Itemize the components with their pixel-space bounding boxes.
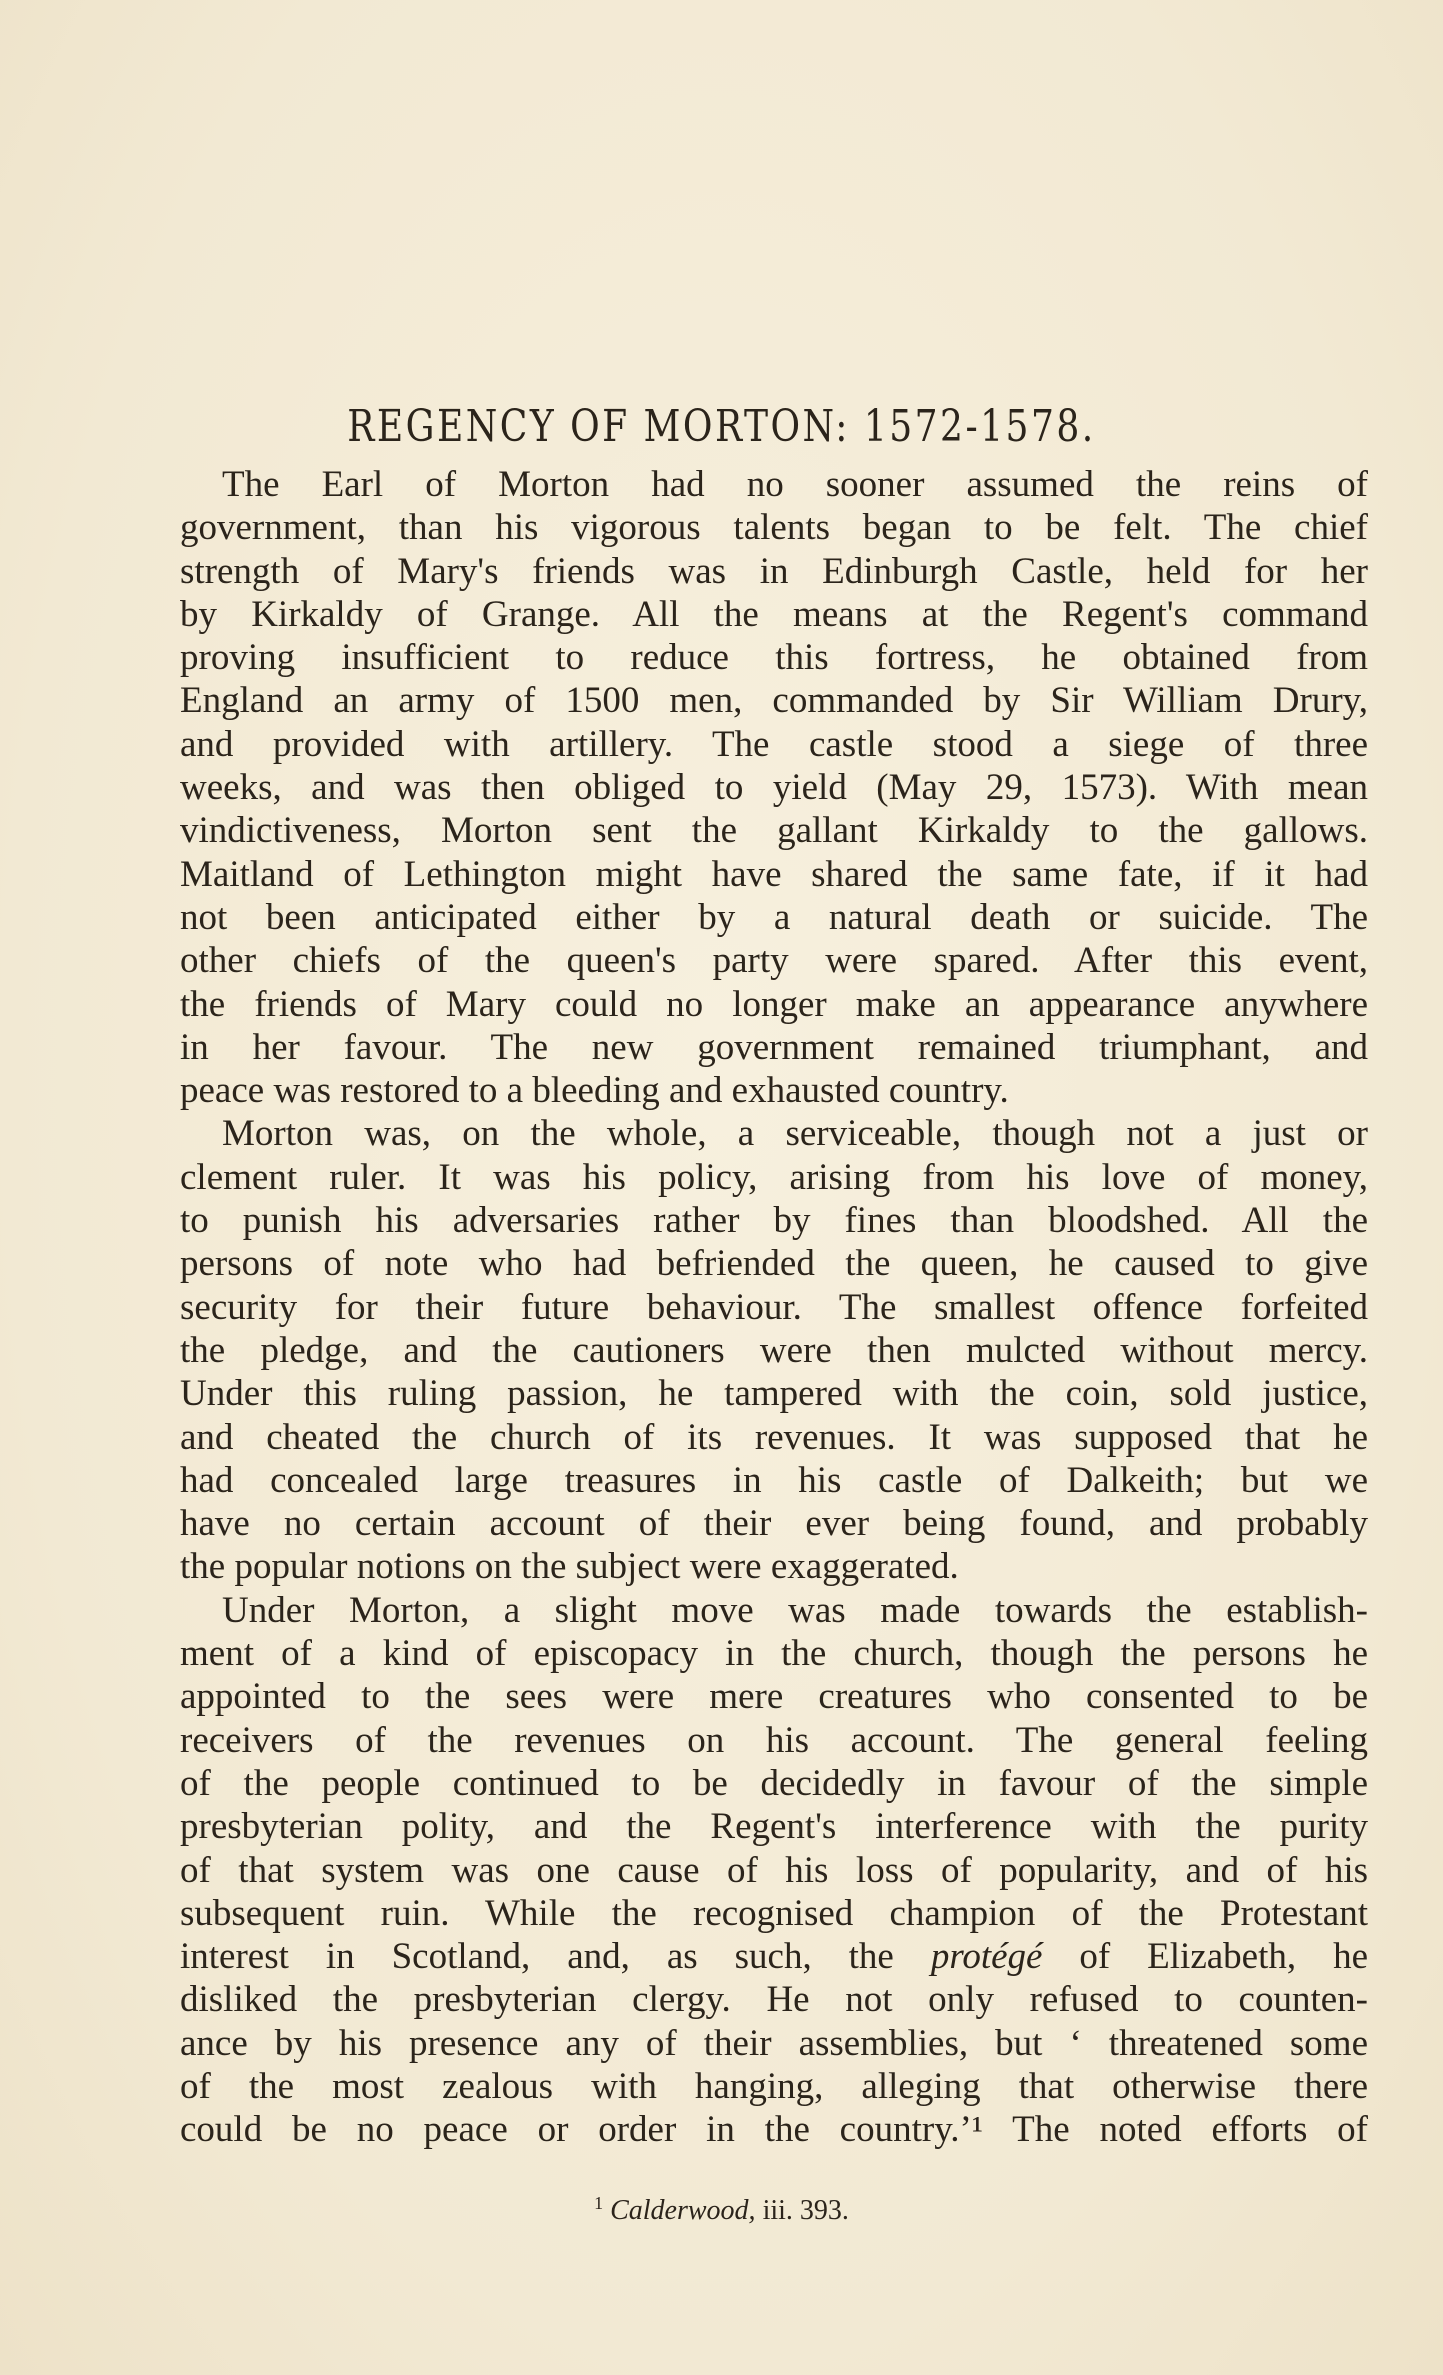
text-line: in her favour. The new government remained triumphant, and — [180, 1026, 1368, 1068]
footnote-source: Calderwood, — [610, 2195, 756, 2226]
text-line: clement ruler. It was his policy, arising from his love of money, — [180, 1156, 1368, 1198]
text-line: proving insufficient to reduce this fortress, he obtained from — [180, 637, 1368, 679]
text-line: subsequent ruin. While the recognised champion of the Protestant — [180, 1892, 1368, 1934]
text-line: the pledge, and the cautioners were then mulcted without mercy. — [180, 1329, 1368, 1371]
text-line: Maitland of Lethington might have shared the same fate, if it had — [180, 853, 1368, 895]
text-line: had concealed large treasures in his castle of Dalkeith; but we — [180, 1459, 1368, 1501]
text-line: the friends of Mary could no longer make an appearance anywhere — [180, 983, 1368, 1025]
text-line: and cheated the church of its revenues. It was supposed that he — [180, 1416, 1368, 1458]
text-line: government, than his vigorous talents began to be felt. The chief — [180, 507, 1368, 549]
text-line: ment of a kind of episcopacy in the church, though the persons he — [180, 1633, 1368, 1675]
text-line: other chiefs of the queen's party were spared. After this event, — [180, 940, 1368, 982]
text-line: to punish his adversaries rather by fines than bloodshed. All the — [180, 1200, 1368, 1242]
text-line: could be no peace or order in the country.’¹ The noted efforts of — [180, 2109, 1368, 2151]
text-line: The Earl of Morton had no sooner assumed the reins of — [222, 464, 1368, 505]
text-line: peace was restored to a bleeding and exhausted country. — [180, 1070, 1009, 1112]
italic-word: protégé — [930, 1936, 1043, 1978]
text-line — [180, 1935, 1368, 1978]
text-line: of the people continued to be decidedly in favour of the simple — [180, 1762, 1368, 1804]
text-line: and provided with artillery. The castle stood a siege of three — [180, 723, 1368, 765]
footnote-marker: 1 — [594, 2193, 604, 2213]
text-line: presbyterian polity, and the Regent's interference with the purity — [180, 1806, 1368, 1848]
text-line: England an army of 1500 men, commanded by Sir William Drury, — [180, 680, 1368, 722]
text-line: Under Morton, a slight move was made towards the establish- — [222, 1589, 1368, 1631]
text-segment: interest in Scotland, and, as such, the — [180, 1936, 931, 1978]
text-line: appointed to the sees were mere creatures who consented to be — [180, 1676, 1368, 1718]
text-line: by Kirkaldy of Grange. All the means at the Regent's command — [180, 593, 1368, 635]
text-line: persons of note who had befriended the queen, he caused to give — [180, 1243, 1368, 1285]
chapter-title: REGENCY OF MORTON: 1572-1578. — [347, 401, 1096, 453]
text-line: the popular notions on the subject were exaggerated. — [180, 1546, 959, 1588]
text-line: vindictiveness, Morton sent the gallant Kirkaldy to the gallows. — [180, 810, 1368, 852]
text-line: have no certain account of their ever being found, and probably — [180, 1503, 1368, 1545]
footnote — [0, 2193, 1443, 2227]
text-line: strength of Mary's friends was in Edinburgh Castle, held for her — [180, 550, 1368, 592]
text-line: disliked the presbyterian clergy. He not only refused to counten- — [180, 1979, 1368, 2021]
text-segment: of Elizabeth, he — [1042, 1936, 1369, 1978]
footnote-reference: iii. 393. — [755, 2195, 849, 2226]
body-text — [180, 463, 1368, 2152]
text-line: not been anticipated either by a natural death or suicide. The — [180, 896, 1368, 938]
text-line: ance by his presence any of their assemblies, but ‘ threatened some — [180, 2022, 1368, 2064]
text-line: of that system was one cause of his loss of popularity, and of his — [180, 1849, 1368, 1891]
text-line: Under this ruling passion, he tampered with the coin, sold justice, — [180, 1373, 1368, 1415]
text-line: weeks, and was then obliged to yield (May 29, 1573). With mean — [180, 767, 1368, 809]
text-line: of the most zealous with hanging, alleging that otherwise there — [180, 2065, 1368, 2107]
text-line: Morton was, on the whole, a serviceable, though not a just or — [222, 1113, 1368, 1155]
text-line: receivers of the revenues on his account. The general feeling — [180, 1719, 1368, 1761]
text-line: security for their future behaviour. The smallest offence forfeited — [180, 1286, 1368, 1328]
